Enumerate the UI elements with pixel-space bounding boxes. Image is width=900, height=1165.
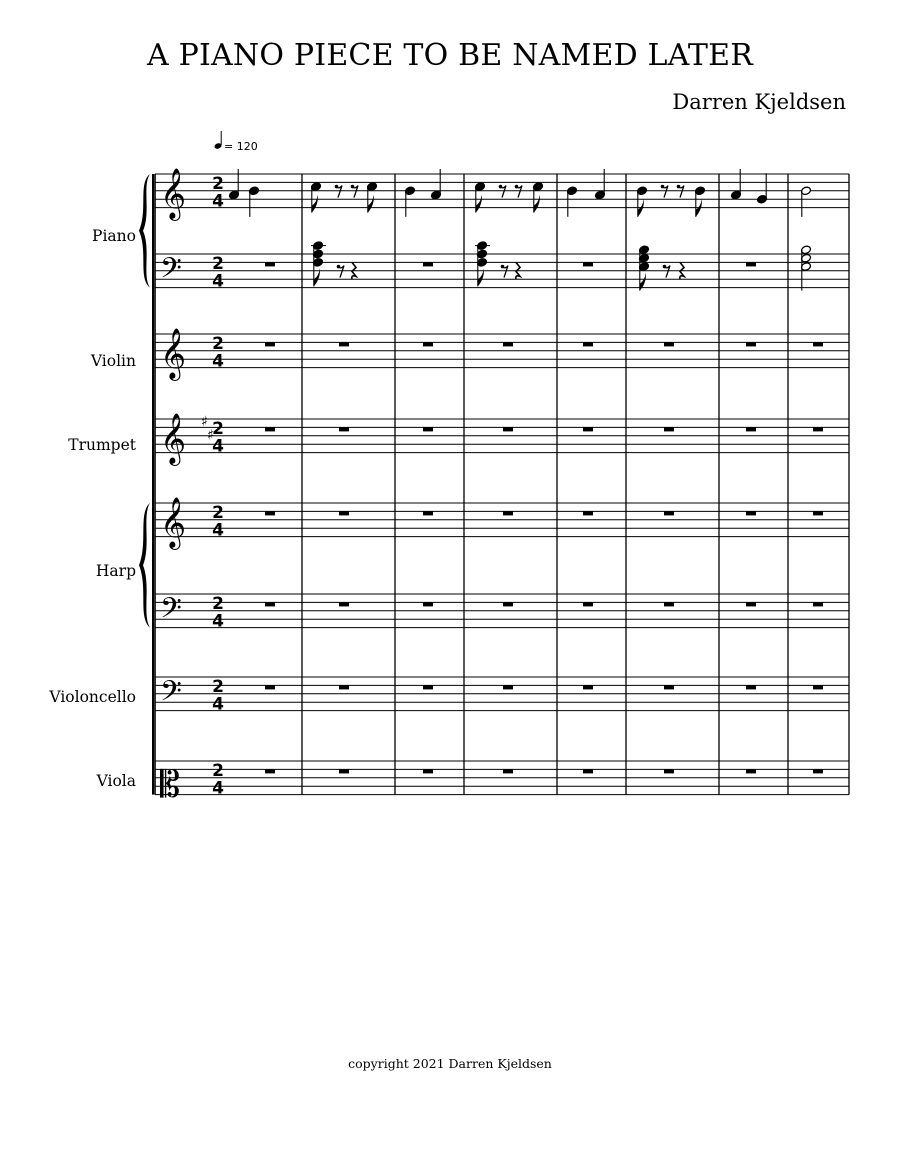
measure-rest [265,602,275,606]
measure-rest [503,342,513,346]
measure-rest [746,685,756,689]
measure-rest [746,602,756,606]
measure-rest [746,262,756,266]
measure-rest [339,602,349,606]
eighth-rest-dot [501,265,505,269]
flag [368,195,374,213]
instrument-label-violoncello: Violoncello [49,688,136,706]
eighth-rest-dot [515,185,519,189]
sharp-icon: ♯ [201,414,208,430]
measure-rest [583,511,593,515]
measure-rest [265,342,275,346]
measure-rest [583,262,593,266]
alto-clef-icon: 𝄡 [160,764,181,806]
measure-rest [265,262,275,266]
piano-brace [139,174,150,288]
measure-rest [423,769,433,773]
time-signature-numerator: 2 [212,418,224,439]
measure-rest [664,769,674,773]
instrument-label-piano: Piano [92,227,136,245]
clef-group-harp-bass [160,592,224,632]
measure-rest [583,769,593,773]
composer-name: Darren Kjeldsen [672,90,846,114]
eighth-rest-dot [661,185,665,189]
treble-clef-icon: 𝄞 [160,413,187,465]
clef-group-violoncello [160,675,224,715]
clef-group-trumpet [160,413,224,466]
sharp-icon: ♯ [207,427,214,444]
eighth-rest-dot [677,185,681,189]
measure-rest [664,602,674,606]
treble-clef-icon: 𝄞 [160,497,187,549]
measure-rest [339,685,349,689]
score-title: A PIANO PIECE TO BE NAMED LATER [147,38,753,73]
flag [312,195,318,213]
copyright-footer: copyright 2021 Darren Kjeldsen [348,1056,552,1071]
measure-rest [813,342,823,346]
time-signature-denominator: 4 [212,191,224,212]
clef-group-harp-treble [160,497,224,550]
measure-rest [664,427,674,431]
measure-rest [265,769,275,773]
clef-group-piano-bass [160,252,224,292]
staff-violin [155,334,849,368]
staff-harp-bass [155,594,849,628]
measure-rest [503,769,513,773]
clef-group-viola [160,761,224,806]
eighth-rest-dot [337,265,341,269]
treble-clef-icon: 𝄞 [160,328,187,380]
flag [534,195,540,213]
time-signature-denominator: 4 [212,694,224,715]
bass-clef-icon: 𝄢 [160,675,182,716]
measure-rest [503,427,513,431]
measure-rest [423,262,433,266]
time-signature-numerator: 2 [212,173,224,194]
time-signature-numerator: 2 [212,760,224,781]
time-signature-denominator: 4 [212,436,224,457]
measure-rest [746,511,756,515]
measure-rest [423,511,433,515]
measure-rest [423,602,433,606]
eighth-rest-dot [335,185,339,189]
measure-rest [339,427,349,431]
measure-rest [813,602,823,606]
staff-violoncello [155,677,849,711]
measure-rest [423,685,433,689]
measure-rest [265,511,275,515]
measure-rest [813,511,823,515]
time-signature-denominator: 4 [212,520,224,541]
measure-rest [339,342,349,346]
measure-rest [265,685,275,689]
measure-rest [813,685,823,689]
measure-rest [423,342,433,346]
measure-rest [265,427,275,431]
eighth-rest-dot [663,265,667,269]
time-signature-denominator: 4 [212,778,224,799]
measure-rest [746,342,756,346]
treble-clef-icon: 𝄞 [160,168,187,220]
staff-trumpet [155,419,849,453]
time-signature-denominator: 4 [212,351,224,372]
time-signature-numerator: 2 [212,593,224,614]
time-signature-numerator: 2 [212,676,224,697]
measure-rest [813,769,823,773]
measure-rest [339,511,349,515]
time-signature-denominator: 4 [212,611,224,632]
flag [476,195,482,213]
clef-group-piano-treble [160,168,224,221]
measure-rest [664,511,674,515]
instrument-label-trumpet: Trumpet [68,436,136,454]
harp-brace [139,503,150,628]
measure-rest [503,602,513,606]
bass-clef-icon: 𝄢 [160,252,182,293]
instrument-label-harp: Harp [95,562,136,580]
measure-rest [423,427,433,431]
measure-rest [503,511,513,515]
tempo-text: = 120 [224,140,258,153]
measure-rest [664,685,674,689]
measure-rest [339,769,349,773]
instrument-label-violin: Violin [90,352,136,370]
measure-rest [583,342,593,346]
instrument-label-viola: Viola [96,772,136,790]
measure-rest [583,602,593,606]
bass-clef-icon: 𝄢 [160,592,182,633]
staff-viola [155,761,849,795]
time-signature-numerator: 2 [212,502,224,523]
time-signature-denominator: 4 [212,271,224,292]
measure-rest [664,342,674,346]
measure-rest [583,685,593,689]
clef-group-violin [160,328,224,381]
eighth-rest-dot [351,185,355,189]
measure-rest [746,769,756,773]
staff-piano-treble [155,174,849,208]
staff-harp-treble [155,503,849,537]
measure-rest [813,427,823,431]
time-signature-numerator: 2 [212,333,224,354]
time-signature-numerator: 2 [212,253,224,274]
measure-rest [746,427,756,431]
measure-rest [503,685,513,689]
measure-rest [583,427,593,431]
staff-piano-bass [155,254,849,288]
eighth-rest-dot [499,185,503,189]
tempo-marking [214,131,258,153]
